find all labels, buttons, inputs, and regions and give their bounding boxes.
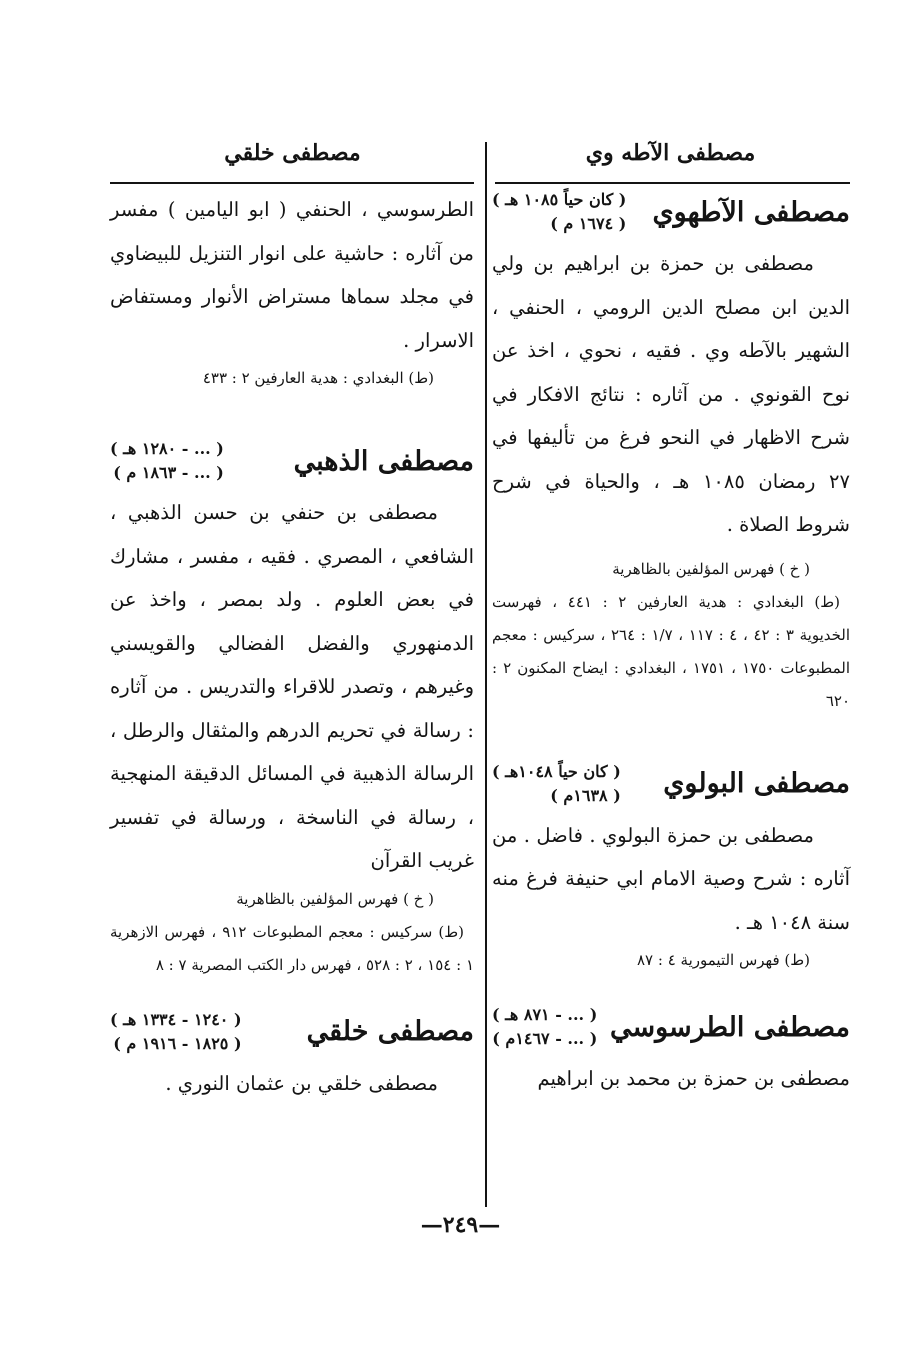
entry-name: مصطفى الآطهوي (652, 196, 850, 228)
entry-body: مصطفى بن حمزة البولوي . فاضل . من آثاره : شرح وصية الامام ابي حنيفة فرغ منه سنة ١٠٤٨ هـ . (492, 823, 850, 934)
entry-name: مصطفى البولوي (663, 768, 850, 799)
date-hijri: ( كان حياً ١٠٤٨هـ ) (492, 761, 621, 781)
entry-heading (492, 1003, 850, 1051)
page-number: —٢٤٩— (420, 1212, 501, 1238)
left-column (110, 188, 474, 1105)
entry-name: مصطفى خلقي (306, 1016, 474, 1047)
entry-body: مصطفى بن حمزة بن محمد بن ابراهيم (537, 1067, 850, 1090)
date-hijri: ( ... - ١٢٨٠ هـ ) (110, 439, 224, 458)
source-printed: (ط) فهرس التيمورية ٤ : ٨٧ (636, 951, 810, 969)
column-divider (485, 142, 487, 1207)
source-printed: (ط) البغدادي : هدية العارفين ٢ : ٤٤١ ، فهرست الخديوية ٣ : ٤٢ ، ٤ : ١١٧ ، ١/٧ : ٢٦٤ ، سركيس : معجم المطبوعات ١٧٥٠ ، ١٧٥١ ، البغدادي : ايضاح المكنون ٢ : ٦٢٠ (492, 592, 851, 710)
date-hijri: ( ١٢٤٠ - ١٣٣٤ هـ ) (110, 1009, 242, 1029)
date-hijri: ( ... - ٨٧١ هـ ) (492, 1005, 598, 1024)
date-gregorian: ( ١٨٢٥ - ١٩١٦ م ) (113, 1033, 242, 1053)
entry-dates (492, 760, 621, 808)
entry-heading (110, 437, 474, 485)
right-column (492, 188, 850, 1101)
entry-heading (492, 188, 850, 236)
source-manuscript: ( خ ) فهرس المؤلفين بالظاهرية (236, 889, 434, 908)
entry-dates (492, 188, 626, 236)
entry-heading (492, 760, 850, 808)
entry-name: مصطفى الطرسوسي (609, 1011, 850, 1043)
running-header-left: مصطفى خلقي (224, 140, 361, 166)
date-gregorian: ( ... - ١٨٦٣ م ) (113, 463, 224, 482)
date-hijri: ( كان حياً ١٠٨٥ هـ ) (492, 190, 627, 209)
header-rule-left (110, 182, 474, 184)
entry-dates (110, 1008, 242, 1056)
entry-body: مصطفى بن حمزة بن ابراهيم بن ولي الدين ابن مصلح الدين الرومي ، الحنفي ، الشهير بالآطه وي . فقيه ، نحوي ، اخذ عن نوح القونوي . من آثاره : نتائج الافكار في شرح الاظهار في النحو فرغ من تأليفها في ٢٧ رمضان ١٠٨٥ هـ ، والحياة في شرح شروط الصلاة . (492, 252, 850, 536)
entry-body: مصطفى بن حنفي بن حسن الذهبي ، الشافعي ، المصري . فقيه ، مفسر ، مشارك في بعض العلوم . ولد بمصر ، واخذ عن الدمنهوري والفضل الفضالي والقويسني وغيرهم ، وتصدر للاقراء والتدريس . من آثاره : رسالة في تحريم الدرهم والمثقال والرطل ، الرسالة الذهبية في المسائل الدقيقة المنهجية ، رسالة في الناسخة ، ورسالة في تفسير غريب القرآن (110, 501, 474, 872)
entry-name: مصطفى الذهبي (293, 445, 474, 477)
entry-dates (110, 437, 224, 485)
source-manuscript: ( خ ) فهرس المؤلفين بالظاهرية (612, 559, 810, 578)
entry-body: مصطفى خلقي بن عثمان النوري . (165, 1071, 438, 1095)
date-gregorian: ( ١٦٣٨م ) (550, 785, 621, 805)
date-gregorian: ( ... - ١٤٦٧م ) (492, 1029, 598, 1048)
source-printed: (ط) البغدادي : هدية العارفين ٢ : ٤٣٣ (202, 369, 434, 387)
running-header-right: مصطفى الآطه وي (585, 140, 756, 166)
date-gregorian: ( ١٦٧٤ م ) (550, 214, 627, 233)
source-printed: (ط) سركيس : معجم المطبوعات ٩١٢ ، فهرس الازهرية ١ : ١٥٤ ، ٢ : ٥٢٨ ، فهرس دار الكتب المصرية ٧ : ٨ (110, 922, 474, 974)
header-rule-right (495, 182, 850, 184)
entry-body-continued: الطرسوسي ، الحنفي ( ابو اليامين ) مفسر من آثاره : حاشية على انوار التنزيل للبيضاوي في مجلد سماها مستراض الأنوار ومستفاض الاسرار . (110, 198, 474, 352)
entry-heading (110, 1008, 474, 1056)
entry-dates (492, 1003, 597, 1051)
